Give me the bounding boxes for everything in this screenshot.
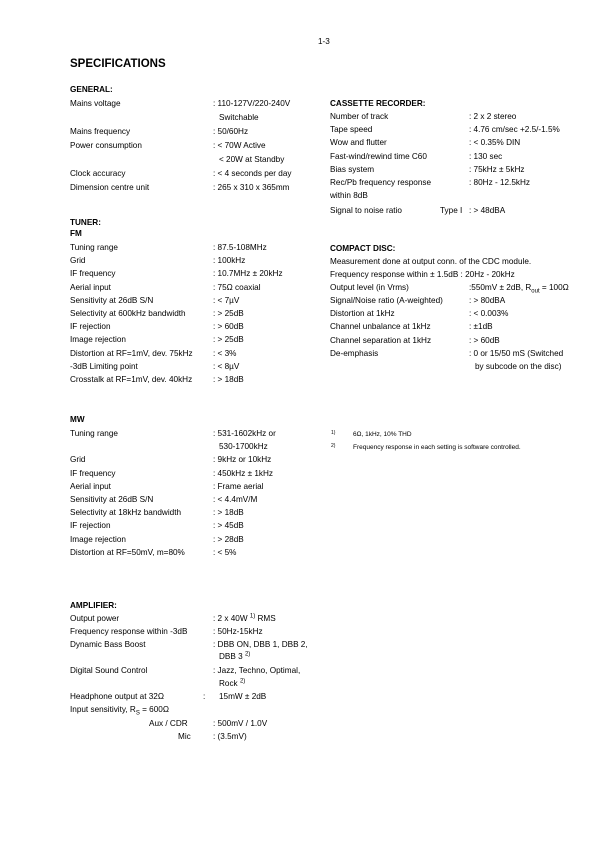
spec-value: : < 70W Active [213, 141, 266, 150]
spec-value: : 0 or 15/50 mS (Switched [469, 348, 564, 358]
spec-value: : 9kHz or 10kHz [213, 455, 272, 465]
spec-value: < 20W at Standby [219, 155, 285, 164]
headphone-value: 15mW ± 2dB [219, 692, 267, 701]
mic-value: : (3.5mV) [213, 732, 247, 741]
mw-heading: MW [70, 415, 85, 424]
footnote-mark-2: 2) [331, 443, 336, 449]
spec-value: : 50/60Hz [213, 127, 249, 136]
spec-value: : > 80dBA [469, 296, 506, 305]
dsc-label: Digital Sound Control [70, 666, 148, 675]
spec-value: by subcode on the disc) [475, 362, 562, 371]
headphone-label: Headphone output at 32Ω [70, 692, 164, 701]
spec-label: Tape speed [330, 125, 373, 135]
spec-value: : > 45dB [213, 521, 244, 531]
spec-label: IF frequency [70, 269, 116, 279]
output-power-value: : 2 x 40W $^{1)}$ RMS [213, 613, 276, 623]
freq-resp-value: : 50Hz-15kHz [213, 627, 263, 636]
footnote-text-1: 6Ω, 1kHz, 10% THD [353, 431, 412, 438]
tuner-heading: TUNER: [70, 218, 101, 227]
aux-label: Aux / CDR [149, 719, 188, 728]
footnote-ref: 1) [249, 613, 256, 620]
spec-value: : 265 x 310 x 365mm [213, 183, 290, 192]
mic-label: Mic [178, 732, 191, 741]
spec-value: : Frame aerial [213, 481, 264, 491]
footnote-text-2: Frequency response in each setting is software controlled. [353, 444, 521, 451]
spec-value: : > 60dB [213, 322, 244, 332]
spec-value: : 100kHz [213, 256, 246, 266]
dbb-value-cont: DBB 3 $^{2)}$ [219, 651, 251, 661]
output-power-label: Output power [70, 614, 120, 623]
spec-label: Distortion at 1kHz [330, 309, 395, 319]
footnote-ref: 2) [239, 678, 246, 685]
spec-label: Aerial input [70, 282, 111, 292]
spec-value: : ±1dB [469, 322, 493, 332]
spec-value: : 450kHz ± 1kHz [213, 468, 274, 478]
spec-label: IF frequency [70, 468, 116, 478]
snr-type: Type I [440, 206, 463, 215]
general-heading: GENERAL: [70, 85, 113, 94]
cd-output-label: Output level (in Vrms) [330, 283, 409, 292]
page-number: 1-3 [318, 37, 330, 46]
cd-output-value: :550mV ± 2dB, $R_{out} = 100\Omega$ [469, 283, 569, 295]
spec-value: : > 18dB [213, 508, 244, 518]
spec-value: : 130 sec [469, 151, 503, 161]
spec-label: Fast-wind/rewind time C60 [330, 151, 427, 161]
spec-label: Mains voltage [70, 99, 121, 108]
spec-value: : 75Ω coaxial [213, 282, 261, 292]
spec-label: Image rejection [70, 534, 126, 544]
spec-label: Number of track [330, 112, 389, 121]
spec-value: : 110-127V/220-240V [213, 99, 291, 108]
spec-label: Channel separation at 1kHz [330, 335, 432, 345]
cd-heading: COMPACT DISC: [330, 244, 396, 253]
spec-label: Channel unbalance at 1kHz [330, 322, 431, 332]
spec-value: 530-1700kHz [219, 442, 268, 452]
spec-label: Tuning range [70, 429, 118, 438]
freq-resp-label: Frequency response within -3dB [70, 627, 188, 636]
spec-label: Clock accuracy [70, 169, 126, 178]
aux-value: : 500mV / 1.0V [213, 719, 268, 728]
spec-value: : < 4 seconds per day [213, 169, 292, 178]
dbb-label: Dynamic Bass Boost [70, 640, 146, 649]
spec-value: : > 60dB [469, 335, 500, 345]
footnote-ref: 2) [244, 651, 251, 658]
spec-label: Aerial input [70, 481, 111, 491]
spec-label: Sensitivity at 26dB S/N [70, 295, 154, 305]
spec-label: Crosstalk at RF=1mV, dev. 40kHz [70, 375, 193, 384]
spec-value: : < 8µV [213, 361, 240, 371]
spec-value: : < 5% [213, 547, 237, 557]
spec-value: : 75kHz ± 5kHz [469, 164, 525, 174]
spec-label: Selectivity at 600kHz bandwidth [70, 309, 186, 318]
spec-label: IF rejection [70, 521, 111, 531]
spec-label: Grid [70, 256, 86, 266]
headphone-colon: : [203, 692, 206, 701]
spec-value: : 80Hz - 12.5kHz [469, 178, 530, 187]
spec-value: : < 4.4mV/M [213, 495, 258, 504]
spec-value: : 10.7MHz ± 20kHz [213, 269, 283, 279]
spec-value: : < 7µV [213, 295, 240, 305]
spec-value: Switchable [219, 113, 259, 122]
spec-label: Power consumption [70, 141, 142, 150]
spec-value: : > 25dB [213, 309, 244, 318]
spec-label: within 8dB [330, 191, 368, 201]
spec-label: Image rejection [70, 335, 126, 345]
spec-label: Mains frequency [70, 127, 131, 136]
dsc-value: : Jazz, Techno, Optimal, [213, 666, 301, 675]
spec-label: Distortion at RF=50mV, m=80% [70, 547, 185, 557]
spec-value: : 531-1602kHz or [213, 429, 276, 438]
input-sensitivity-label: Input sensitivity, $R_S = 600\Omega$ [70, 705, 169, 717]
spec-label: Grid [70, 455, 86, 465]
dsc-value-cont: Rock $^{2)}$ [219, 678, 246, 688]
snr-label: Signal to noise ratio [330, 206, 402, 215]
page-title: SPECIFICATIONS [70, 58, 166, 70]
spec-label: IF rejection [70, 322, 111, 332]
spec-label: Signal/Noise ratio (A-weighted) [330, 296, 443, 305]
snr-value: : > 48dBA [469, 206, 506, 215]
spec-value: : < 0.35% DIN [469, 138, 521, 148]
spec-value: : 87.5-108MHz [213, 243, 267, 252]
cd-freq-response: Frequency response within ± 1.5dB : 20Hz - 20kHz [330, 270, 515, 279]
spec-label: Sensitivity at 26dB S/N [70, 495, 154, 504]
spec-value: : > 18dB [213, 375, 244, 384]
spec-label: Distortion at RF=1mV, dev. 75kHz [70, 348, 193, 358]
spec-value: : 2 x 2 stereo [469, 112, 517, 121]
spec-label: -3dB Limiting point [70, 361, 138, 371]
spec-label: De-emphasis [330, 348, 379, 358]
spec-label: Rec/Pb frequency response [330, 178, 432, 187]
amplifier-heading: AMPLIFIER: [70, 601, 117, 610]
dbb-value: : DBB ON, DBB 1, DBB 2, [213, 640, 308, 649]
spec-value: : > 28dB [213, 534, 244, 544]
spec-label: Wow and flutter [330, 138, 387, 148]
footnote-mark-1: 1) [331, 430, 336, 436]
spec-label: Bias system [330, 164, 375, 174]
spec-label: Dimension centre unit [70, 183, 150, 192]
spec-label: Tuning range [70, 243, 118, 252]
cassette-heading: CASSETTE RECORDER: [330, 99, 426, 108]
spec-value: : 4.76 cm/sec +2.5/-1.5% [469, 125, 560, 135]
spec-label: Selectivity at 18kHz bandwidth [70, 508, 182, 518]
fm-heading: FM [70, 229, 82, 238]
spec-value: : < 0.003% [469, 309, 509, 319]
spec-value: : > 25dB [213, 335, 244, 345]
spec-value: : < 3% [213, 348, 237, 358]
cd-measurement-note: Measurement done at output conn. of the CDC module. [330, 257, 532, 266]
